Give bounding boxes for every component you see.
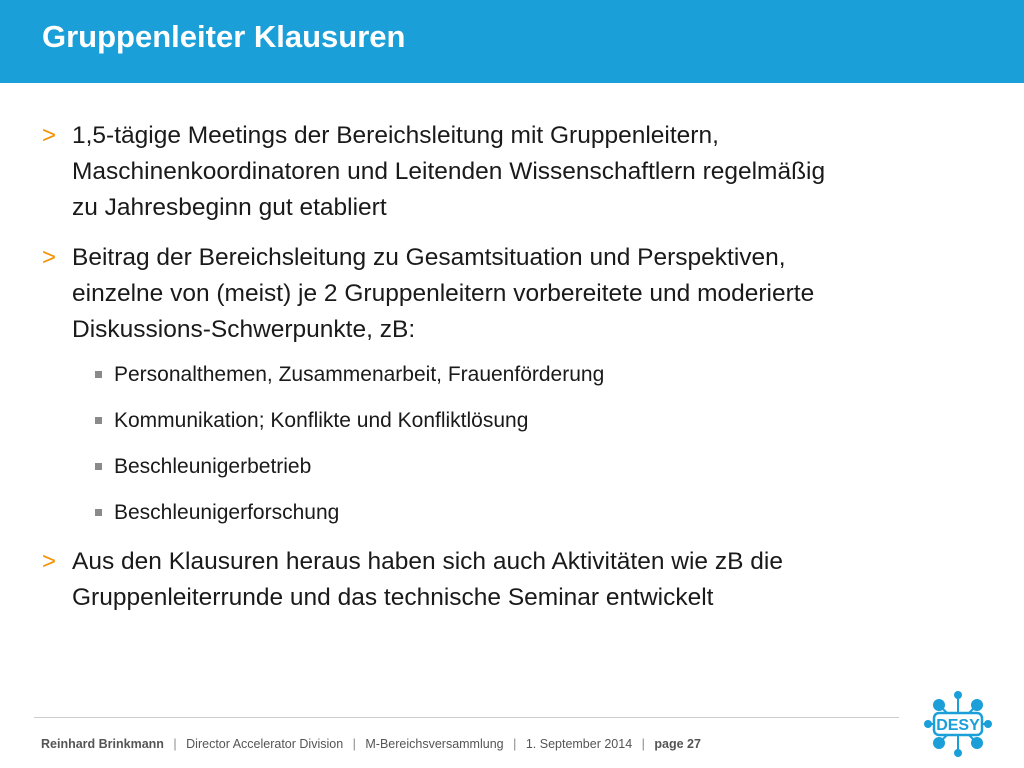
bullet-text: Beitrag der Bereichsleitung zu Gesamtsituation und Perspektiven, xyxy=(72,244,786,271)
footer-author: Reinhard Brinkmann xyxy=(41,737,164,751)
footer-separator: | xyxy=(173,737,177,751)
footer-date: 1. September 2014 xyxy=(525,737,633,751)
bullet-marker: > xyxy=(42,548,57,575)
square-bullet-icon xyxy=(95,417,102,424)
footer-separator: | xyxy=(352,737,356,751)
slide-title: Gruppenleiter Klausuren xyxy=(42,19,406,54)
sub-bullet-text: Kommunikation; Konflikte und Konfliktlösung xyxy=(114,409,529,432)
bullet-marker: > xyxy=(42,122,57,149)
footer-page-number: page 27 xyxy=(654,737,701,751)
bullet-text: Gruppenleiterrunde und das technische Seminar entwickelt xyxy=(72,584,714,611)
slide-header xyxy=(0,0,1024,83)
bullet-item xyxy=(42,240,972,348)
footer-role: Director Accelerator Division xyxy=(186,737,344,751)
bullet-item xyxy=(42,544,972,616)
footer-divider xyxy=(34,717,899,718)
sub-bullet-item xyxy=(42,406,972,436)
bullet-text: Diskussions-Schwerpunkte, zB: xyxy=(72,316,416,343)
desy-logo-icon xyxy=(920,690,996,758)
sub-bullet-item xyxy=(42,360,972,390)
square-bullet-icon xyxy=(95,463,102,470)
square-bullet-icon xyxy=(95,371,102,378)
sub-bullet-text: Personalthemen, Zusammenarbeit, Frauenförderung xyxy=(114,363,605,386)
square-bullet-icon xyxy=(95,509,102,516)
slide-footer xyxy=(41,737,701,751)
slide-content xyxy=(42,118,972,630)
footer-event: M-Bereichsversammlung xyxy=(365,737,504,751)
bullet-text: einzelne von (meist) je 2 Gruppenleitern vorbereitete und moderierte xyxy=(72,280,815,307)
bullet-item xyxy=(42,118,972,226)
footer-separator: | xyxy=(641,737,645,751)
sub-bullet-item xyxy=(42,452,972,482)
bullet-marker: > xyxy=(42,244,57,271)
bullet-text: 1,5-tägige Meetings der Bereichsleitung mit Gruppenleitern, xyxy=(72,122,719,149)
sub-bullet-text: Beschleunigerbetrieb xyxy=(114,455,312,478)
bullet-text: zu Jahresbeginn gut etabliert xyxy=(72,194,387,221)
bullet-text: Aus den Klausuren heraus haben sich auch Aktivitäten wie zB die xyxy=(72,548,783,575)
sub-bullet-item xyxy=(42,498,972,528)
sub-bullet-text: Beschleunigerforschung xyxy=(114,501,340,524)
logo-text: DESY xyxy=(936,717,980,734)
footer-separator: | xyxy=(513,737,517,751)
bullet-text: Maschinenkoordinatoren und Leitenden Wissenschaftlern regelmäßig xyxy=(72,158,826,185)
